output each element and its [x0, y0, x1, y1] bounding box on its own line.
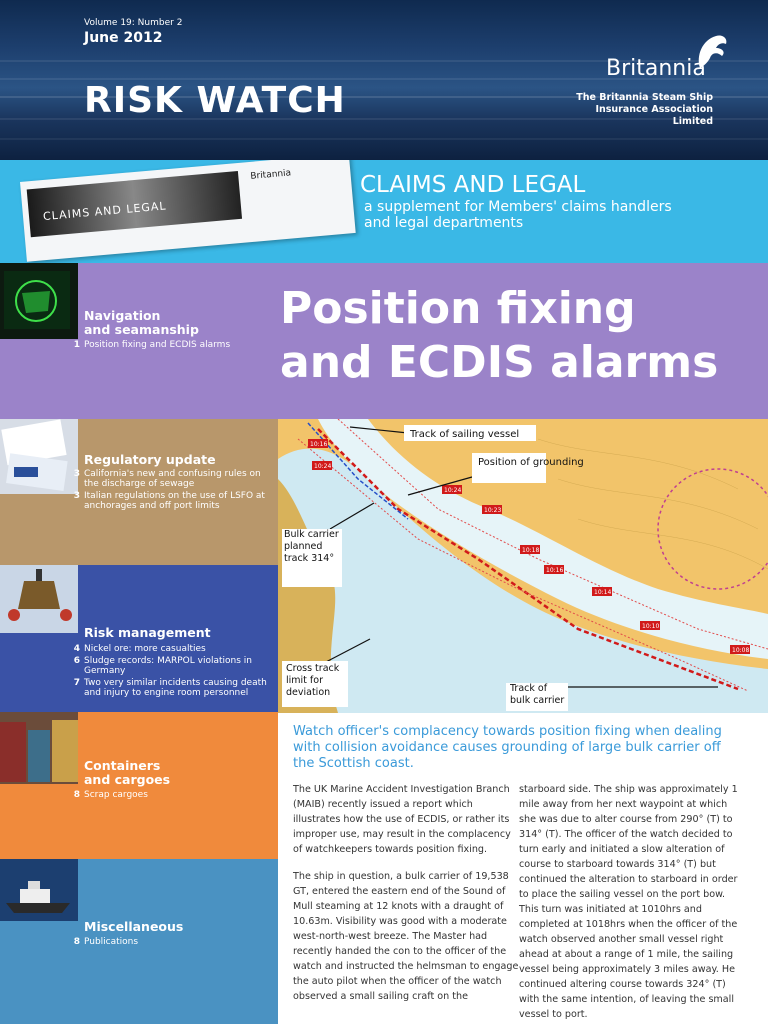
publication-title: RISK WATCH — [84, 80, 346, 121]
time-label: 10:24 — [314, 463, 332, 470]
list-item[interactable] — [70, 790, 275, 800]
label-position-grounding: Position of grounding — [478, 457, 584, 468]
section-title: Risk management — [84, 625, 211, 640]
paragraph: starboard side. The ship was approximately 1 mile away from her next waypoint at which she was due to alter course from 290° (T) to 314° (T). The officer of the watch decided to turn early and initiated a slow alteration of course to starboard towards 314° (T) but continued the alteration to starboard in order to place the sailing vessel on the port bow. This turn was initiated at 1010hrs and completed at 1018hrs when the officer of the watch observed another small vessel right ahead at about a range of 1 mile, the sailing vessel being approximately 3 miles away. He continued altering course towards 324° (T) with the same intention, of leaving the small vessel to port. — [519, 784, 738, 1020]
list-item[interactable] — [70, 469, 275, 489]
headline — [280, 282, 718, 390]
chart-map — [278, 419, 768, 713]
page-number: 3 — [73, 491, 80, 501]
section-title: Miscellaneous — [84, 919, 184, 934]
item-text: Nickel ore: more casualties — [84, 644, 206, 654]
time-label: 10:14 — [594, 589, 612, 596]
label-cross-track: Cross track limit for deviation — [286, 663, 340, 698]
page-number: 8 — [73, 790, 80, 800]
list-item[interactable] — [70, 937, 275, 947]
time-label: 10:16 — [546, 567, 564, 574]
thumbnail-brand: Britannia — [249, 168, 292, 182]
headline-line-1: Position fixing — [280, 283, 636, 334]
time-label: 10:08 — [732, 647, 750, 654]
list-item[interactable] — [70, 644, 275, 654]
section-items — [70, 937, 275, 949]
section-items — [70, 790, 275, 802]
section-title: Containers and cargoes — [84, 758, 171, 787]
time-label: 10:24 — [444, 487, 462, 494]
page-number: 7 — [73, 678, 80, 688]
claims-title: CLAIMS AND LEGAL — [360, 172, 586, 198]
label-track-sailing: Track of sailing vessel — [410, 429, 520, 440]
item-text: Two very similar incidents causing death and injury to engine room personnel — [84, 678, 267, 698]
containers-icon — [0, 712, 78, 784]
cargo-grab-icon — [0, 565, 78, 633]
paragraph: The UK Marine Accident Investigation Branch (MAIB) recently issued a report which illustrates how the use of ECDIS, or rather its improper use, may result in the complacency of watchkeepers towards position fixing. — [293, 784, 511, 855]
ship-photo — [0, 859, 78, 921]
documents-icon — [0, 419, 78, 494]
section-containers[interactable] — [0, 712, 278, 859]
list-item[interactable] — [70, 678, 275, 698]
section-title: Navigation and seamanship — [84, 308, 199, 337]
list-item[interactable] — [70, 340, 275, 350]
article-column-2 — [519, 782, 745, 1034]
article-column-1 — [293, 782, 519, 1016]
section-items — [70, 469, 275, 513]
section-navigation[interactable] — [0, 263, 278, 419]
headline-line-2: and ECDIS alarms — [280, 337, 719, 388]
label-planned-track: Bulk carrier planned track 314° — [284, 529, 339, 564]
section-misc[interactable] — [0, 859, 278, 1024]
time-label: 10:18 — [522, 547, 540, 554]
list-item[interactable] — [70, 656, 275, 676]
thumbnail-label: CLAIMS AND LEGAL — [42, 199, 167, 224]
claims-subtitle: a supplement for Members' claims handlers and legal departments — [364, 199, 672, 231]
claims-thumbnail — [20, 160, 356, 262]
label-track-bulk: Track of bulk carrier — [510, 683, 565, 706]
page-number: 4 — [73, 644, 80, 654]
radar-screen-icon — [0, 263, 78, 339]
article-lead: Watch officer's complacency towards position fixing when dealing with collision avoidance causes grounding of large bulk carrier off the Scottish coast. — [293, 724, 722, 771]
item-text: Position fixing and ECDIS alarms — [84, 340, 231, 350]
item-text: Sludge records: MARPOL violations in Germany — [84, 656, 252, 676]
page-number: 1 — [73, 340, 80, 350]
time-label: 10:10 — [642, 623, 660, 630]
item-text: Italian regulations on the use of LSFO at anchorages and off port limits — [84, 491, 265, 511]
page-number: 8 — [73, 937, 80, 947]
item-text: Scrap cargoes — [84, 790, 148, 800]
section-items — [70, 340, 275, 352]
item-text: Publications — [84, 937, 139, 947]
containers-photo — [0, 712, 78, 784]
radar-photo — [0, 263, 78, 339]
section-regulatory[interactable] — [0, 419, 278, 565]
list-item[interactable] — [70, 491, 275, 511]
brand-name: Britannia — [606, 56, 706, 81]
issue-date: June 2012 — [84, 30, 163, 46]
time-label: 10:16 — [310, 441, 328, 448]
time-label: 10:23 — [484, 507, 502, 514]
item-text: California's new and confusing rules on the discharge of sewage — [84, 469, 261, 489]
paragraph: The ship in question, a bulk carrier of 19,538 GT, entered the eastern end of the Sound of Mull steaming at 12 knots with a draught of 10.63m. Visibility was good with a moderate west-north-west breeze. The Master had recently handed the con to the officer of the watch and instructed the helmsman to engage the auto pilot when the officer of the watch observed a small sailing craft on the — [293, 871, 519, 1002]
section-risk[interactable] — [0, 565, 278, 712]
grab-photo — [0, 565, 78, 633]
brand-subtitle: The Britannia Steam Ship Insurance Association Limited — [576, 92, 713, 127]
issue-volume: Volume 19: Number 2 — [84, 18, 183, 28]
section-title: Regulatory update — [84, 452, 216, 467]
ship-icon — [0, 859, 78, 921]
section-items — [70, 644, 275, 700]
page-number: 3 — [73, 469, 80, 479]
documents-photo — [0, 419, 78, 494]
page-number: 6 — [73, 656, 80, 666]
